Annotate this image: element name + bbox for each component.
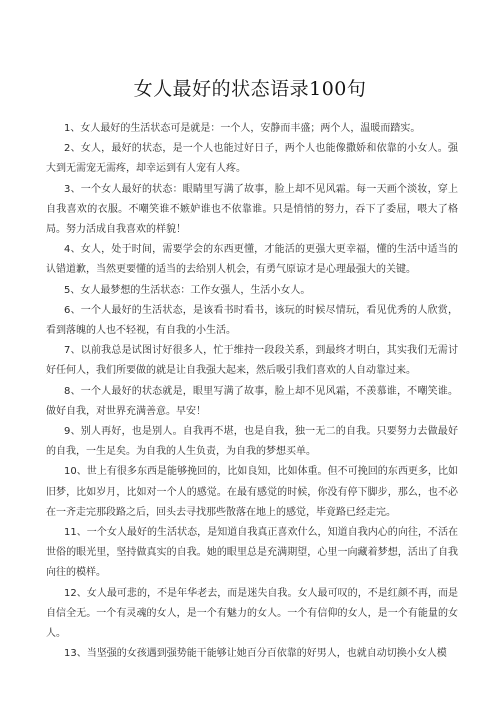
paragraph: 8、一个人最好的状态就是，眼里写满了故事，脸上却不见风霜，不羡慕谁，不嘲笑谁。做好自我，对世界充满善意。早安！ <box>46 385 458 417</box>
paragraph: 11、一个女人最好的生活状态，是知道自我真正喜欢什么，知道自我内心的向往，不活在世俗的眼光里，坚持做真实的自我。她的眼里总是充满期望，心里一向藏着梦想，活出了自我向往的模样。 <box>46 527 458 579</box>
paragraph: 13、当坚强的女孩遇到强势能干能够让她百分百依靠的好男人，也就自动切换小女人模 <box>64 648 447 660</box>
page-title: 女人最好的状态语录100句 <box>133 78 367 100</box>
paragraph: 2、女人，最好的状态，是一个人也能过好日子，两个人也能像撒娇和依靠的小女人。强大到无需宠无需疼，却幸运到有人宠有人疼。 <box>46 143 458 175</box>
document-body <box>46 119 458 664</box>
paragraph: 10、世上有很多东西是能够挽回的，比如良知，比如体重。但不可挽回的东西更多，比如旧梦，比如岁月，比如对一个人的感觉。在最有感觉的时候，你没有停下脚步，那么，也不必在一齐走完那段路之后，回头去寻找那些散落在地上的感觉，毕竟路已经走完。 <box>46 466 458 518</box>
paragraph: 4、女人，处于时间，需要学会的东西更懂，才能活的更强大更幸福，懂的生活中适当的认错道歉，当然更要懂的适当的去给别人机会，有勇气原谅才是心理最强大的关键。 <box>46 244 458 276</box>
paragraph: 1、女人最好的生活状态可是就是：一个人，安静而丰盛；两个人，温暖而踏实。 <box>64 123 421 134</box>
paragraph: 3、一个女人最好的状态：眼睛里写满了故事，脸上却不见风霜。每一天画个淡妆，穿上自我喜欢的衣服。不嘲笑谁不嫉妒谁也不依靠谁。只是悄悄的努力，吞下了委屈，喂大了格局。努力活成自我喜欢的样貌！ <box>46 183 458 236</box>
paragraph: 7、以前我总是试图讨好很多人，忙于维持一段段关系，到最终才明白，其实我们无需讨好任何人，我们所要做的就是让自我强大起来，然后吸引我们喜欢的人自动靠过来。 <box>46 345 458 377</box>
paragraph: 12、女人最可悲的，不是年华老去，而是迷失自我。女人最可叹的，不是红颜不再，而是自信全无。一个有灵魂的女人，是一个有魅力的女人。一个有信仰的女人，是一个有能量的女人。 <box>46 587 458 640</box>
paragraph: 6、一个人最好的生活状态，是该看书时看书，该玩的时候尽情玩，看见优秀的人欣赏，看到落魄的人也不轻视，有自我的小生活。 <box>46 304 458 337</box>
paragraph: 9、别人再好，也是别人。自我再不堪，也是自我，独一无二的自我。只要努力去做最好的自我，一生足矣。为自我的人生负责，为自我的梦想买单。 <box>46 426 458 458</box>
paragraph: 5、女人最梦想的生活状态：工作女强人，生活小女人。 <box>64 284 311 296</box>
